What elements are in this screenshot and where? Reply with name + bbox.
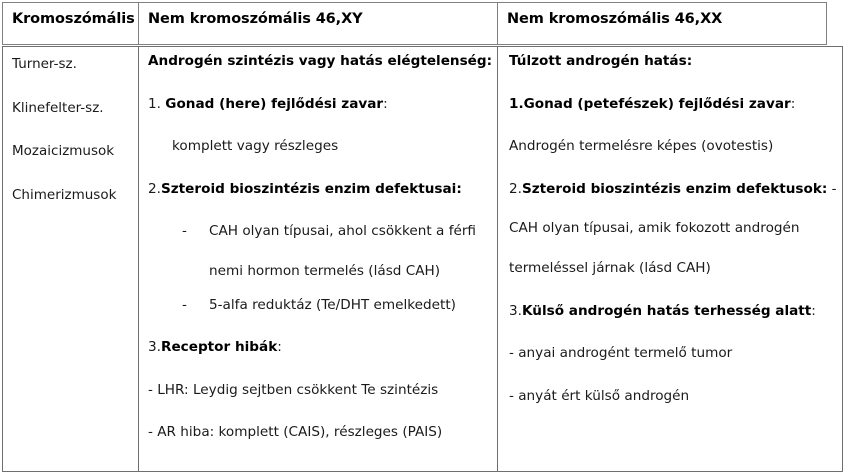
xx-item-1-colon: : bbox=[790, 95, 796, 112]
xy-item-2-title bbox=[148, 180, 497, 197]
table-body-row bbox=[2, 46, 843, 472]
xy-item-2-bullet-2-line-1: 5-alfa reduktáz (Te/DHT emelkedett) bbox=[209, 296, 456, 313]
header-cell-nonchromosomal-46xy: Nem kromoszómális 46,XY bbox=[139, 3, 498, 44]
xy-item-1-colon: : bbox=[383, 95, 388, 112]
xx-item-2-number: 2. bbox=[509, 180, 522, 197]
xx-item-2-label: Szteroid bioszintézis enzim defektusok: bbox=[521, 180, 828, 197]
header-cell-chromosomal: Kromoszómális bbox=[3, 3, 139, 44]
cell-chromosomal bbox=[3, 47, 139, 471]
xy-item-1-detail: komplett vagy részleges bbox=[172, 138, 339, 155]
xx-item-2-line-2: CAH olyan típusai, amik fokozott androgén bbox=[509, 220, 800, 237]
xy-item-1-label: Gonad (here) fejlődési zavar bbox=[165, 95, 384, 112]
xy-item-3-detail-1: - LHR: Leydig sejtben csökkent Te szintézis bbox=[148, 381, 439, 398]
xx-item-1-detail: Androgén termelésre képes (ovotestis) bbox=[509, 138, 774, 155]
xy-item-2-number: 2. bbox=[148, 180, 161, 197]
xx-item-1-label: 1.Gonad (petefészek) fejlődési zavar bbox=[509, 95, 791, 112]
xx-item-2-trailing-dash: - bbox=[827, 180, 837, 197]
xy-item-3-number: 3. bbox=[148, 339, 161, 356]
list-item: Chimerizmusok bbox=[12, 186, 117, 203]
xx-item-3-title bbox=[509, 302, 842, 319]
xy-item-2-label: Szteroid bioszintézis enzim defektusai: bbox=[160, 180, 462, 197]
xy-item-2-bullet-1 bbox=[148, 225, 497, 239]
cell-nonchromosomal-46xx bbox=[498, 47, 842, 471]
dash-bullet-icon: - bbox=[182, 296, 187, 313]
xy-item-1-number: 1. bbox=[148, 95, 166, 112]
xy-item-1-title bbox=[148, 95, 497, 112]
xx-heading: Túlzott androgén hatás: bbox=[509, 53, 693, 69]
list-item: Turner-sz. bbox=[12, 56, 77, 72]
xy-item-3-title bbox=[148, 341, 497, 355]
xx-item-1-title bbox=[509, 95, 842, 112]
xy-item-2-bullet-1-line-1: CAH olyan típusai, ahol csökkent a férfi bbox=[209, 223, 476, 240]
list-item: Klinefelter-sz. bbox=[12, 99, 104, 116]
header-cell-nonchromosomal-46xx: Nem kromoszómális 46,XX bbox=[507, 11, 723, 27]
xy-item-3-detail-2: - AR hiba: komplett (CAIS), részleges (PAIS) bbox=[148, 424, 443, 441]
xy-item-3-colon: : bbox=[277, 339, 282, 356]
xx-item-2-title bbox=[509, 180, 842, 197]
list-item: Mozaicizmusok bbox=[12, 143, 115, 159]
xy-item-2-bullet-1-line-2: nemi hormon termelés (lásd CAH) bbox=[209, 262, 441, 279]
dash-bullet-icon: - bbox=[182, 223, 187, 240]
cell-nonchromosomal-46xy bbox=[139, 47, 498, 471]
xx-item-3-colon: : bbox=[811, 302, 816, 319]
xx-item-3-detail-2: - anyát ért külső androgén bbox=[509, 387, 690, 404]
xy-heading: Androgén szintézis vagy hatás elégtelenség: bbox=[148, 53, 493, 69]
xx-item-2-line-3: termeléssel járnak (lásd CAH) bbox=[509, 259, 711, 276]
xx-item-3-number: 3. bbox=[509, 302, 522, 319]
xx-item-3-label: Külső androgén hatás terhesség alatt bbox=[521, 302, 812, 319]
table-header-row bbox=[2, 2, 827, 45]
xx-item-3-detail-1: - anyai androgént termelő tumor bbox=[509, 345, 733, 362]
xy-item-2-bullet-2 bbox=[148, 296, 497, 313]
xy-item-3-label: Receptor hibák bbox=[160, 339, 278, 356]
